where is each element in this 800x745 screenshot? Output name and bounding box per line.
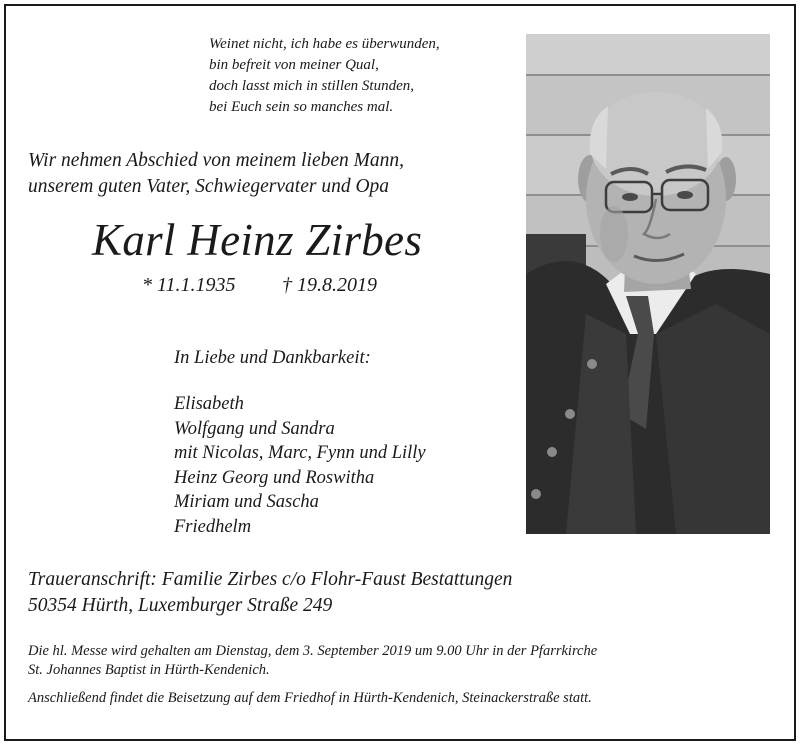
mourner-name: Friedhelm bbox=[174, 516, 252, 537]
farewell-intro bbox=[28, 148, 404, 200]
death-date: † 19.8.2019 bbox=[282, 274, 377, 296]
obituary-notice bbox=[4, 4, 796, 741]
poem-line: bei Euch sein so manches mal. bbox=[209, 99, 394, 115]
intro-line: Wir nehmen Abschied von meinem lieben Mann, bbox=[28, 150, 405, 171]
mourners-list bbox=[174, 392, 426, 539]
burial-info: Anschließend findet die Beisetzung auf dem Friedhof in Hürth-Kendenich, Steinackerstraße statt. bbox=[28, 690, 592, 706]
mass-line: St. Johannes Baptist in Hürth-Kendenich. bbox=[28, 662, 270, 678]
portrait-photo bbox=[526, 34, 770, 534]
mass-info bbox=[28, 642, 597, 680]
address-line: Traueranschrift: Familie Zirbes c/o Flohr-Faust Bestattungen bbox=[28, 569, 513, 590]
poem-line: doch lasst mich in stillen Stunden, bbox=[209, 78, 414, 94]
address-line: 50354 Hürth, Luxemburger Straße 249 bbox=[28, 595, 333, 616]
intro-line: unserem guten Vater, Schwiegervater und Opa bbox=[28, 176, 390, 197]
mass-line: Die hl. Messe wird gehalten am Dienstag, dem 3. September 2019 um 9.00 Uhr in der Pfarrkirche bbox=[28, 643, 598, 659]
poem bbox=[209, 34, 440, 118]
deceased-name: Karl Heinz Zirbes bbox=[92, 215, 423, 265]
mourner-name: Miriam und Sascha bbox=[174, 492, 319, 512]
mourners-heading: In Liebe und Dankbarkeit: bbox=[174, 348, 371, 368]
mourner-name: Wolfgang und Sandra bbox=[174, 418, 335, 439]
mourner-name: Elisabeth bbox=[174, 394, 244, 414]
mourning-address bbox=[28, 567, 512, 619]
mourner-name: mit Nicolas, Marc, Fynn und Lilly bbox=[174, 443, 426, 463]
poem-line: Weinet nicht, ich habe es überwunden, bbox=[209, 36, 440, 52]
poem-line: bin befreit von meiner Qual, bbox=[209, 57, 379, 73]
mourner-name: Heinz Georg und Roswitha bbox=[174, 467, 375, 488]
birth-date: * 11.1.1935 bbox=[142, 274, 236, 296]
